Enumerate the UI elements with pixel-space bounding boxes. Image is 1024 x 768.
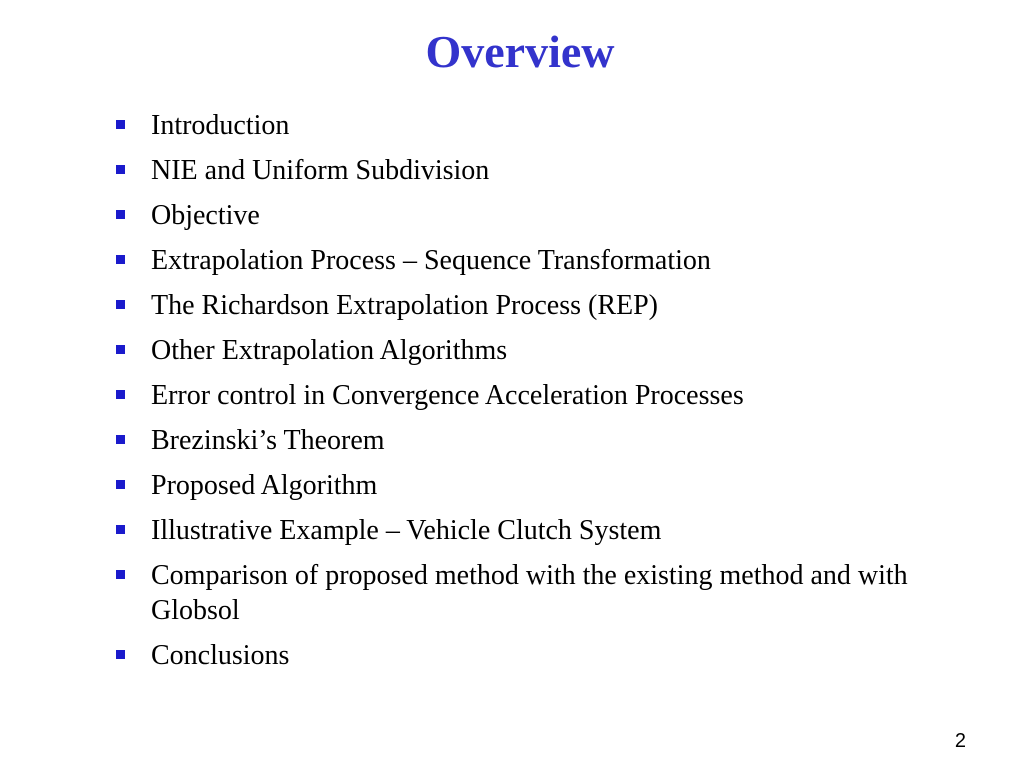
bullet-item-other-algorithms [114, 333, 974, 368]
bullet-item-error-control [114, 378, 974, 413]
square-bullet-icon [116, 300, 125, 309]
bullet-item-introduction [114, 108, 974, 143]
bullet-text: Conclusions [151, 640, 290, 671]
bullet-text: Objective [151, 200, 260, 231]
square-bullet-icon [116, 120, 125, 129]
square-bullet-icon [116, 390, 125, 399]
bullet-item-comparison [114, 558, 974, 628]
bullet-item-objective [114, 198, 974, 233]
bullet-text: Brezinski’s Theorem [151, 425, 385, 456]
square-bullet-icon [116, 650, 125, 659]
square-bullet-icon [116, 525, 125, 534]
square-bullet-icon [116, 345, 125, 354]
bullet-text: Introduction [151, 110, 290, 141]
bullet-text: Error control in Convergence Acceleration Processes [151, 380, 744, 411]
square-bullet-icon [116, 435, 125, 444]
square-bullet-icon [116, 570, 125, 579]
bullet-text: Proposed Algorithm [151, 470, 378, 501]
square-bullet-icon [116, 480, 125, 489]
bullet-item-extrapolation-process [114, 243, 974, 278]
bullet-item-proposed-algorithm [114, 468, 974, 503]
bullet-item-illustrative-example [114, 513, 974, 548]
bullet-text: Extrapolation Process – Sequence Transformation [151, 245, 711, 276]
bullet-item-brezinski-theorem [114, 423, 974, 458]
bullet-text: The Richardson Extrapolation Process (REP) [151, 290, 659, 321]
square-bullet-icon [116, 255, 125, 264]
bullet-text: Comparison of proposed method with the existing method and with Globsol [151, 560, 908, 626]
bullet-item-nie-uniform-subdivision [114, 153, 974, 188]
bullet-text: Illustrative Example – Vehicle Clutch System [151, 515, 662, 546]
page-number: 2 [954, 730, 966, 752]
square-bullet-icon [116, 165, 125, 174]
bullet-item-richardson-extrapolation [114, 288, 974, 323]
bullet-text: NIE and Uniform Subdivision [151, 155, 490, 186]
bullet-text: Other Extrapolation Algorithms [151, 335, 508, 366]
bullet-item-conclusions [114, 638, 974, 673]
square-bullet-icon [116, 210, 125, 219]
slide-title: Overview [425, 26, 615, 77]
overview-bullet-list [114, 108, 974, 683]
